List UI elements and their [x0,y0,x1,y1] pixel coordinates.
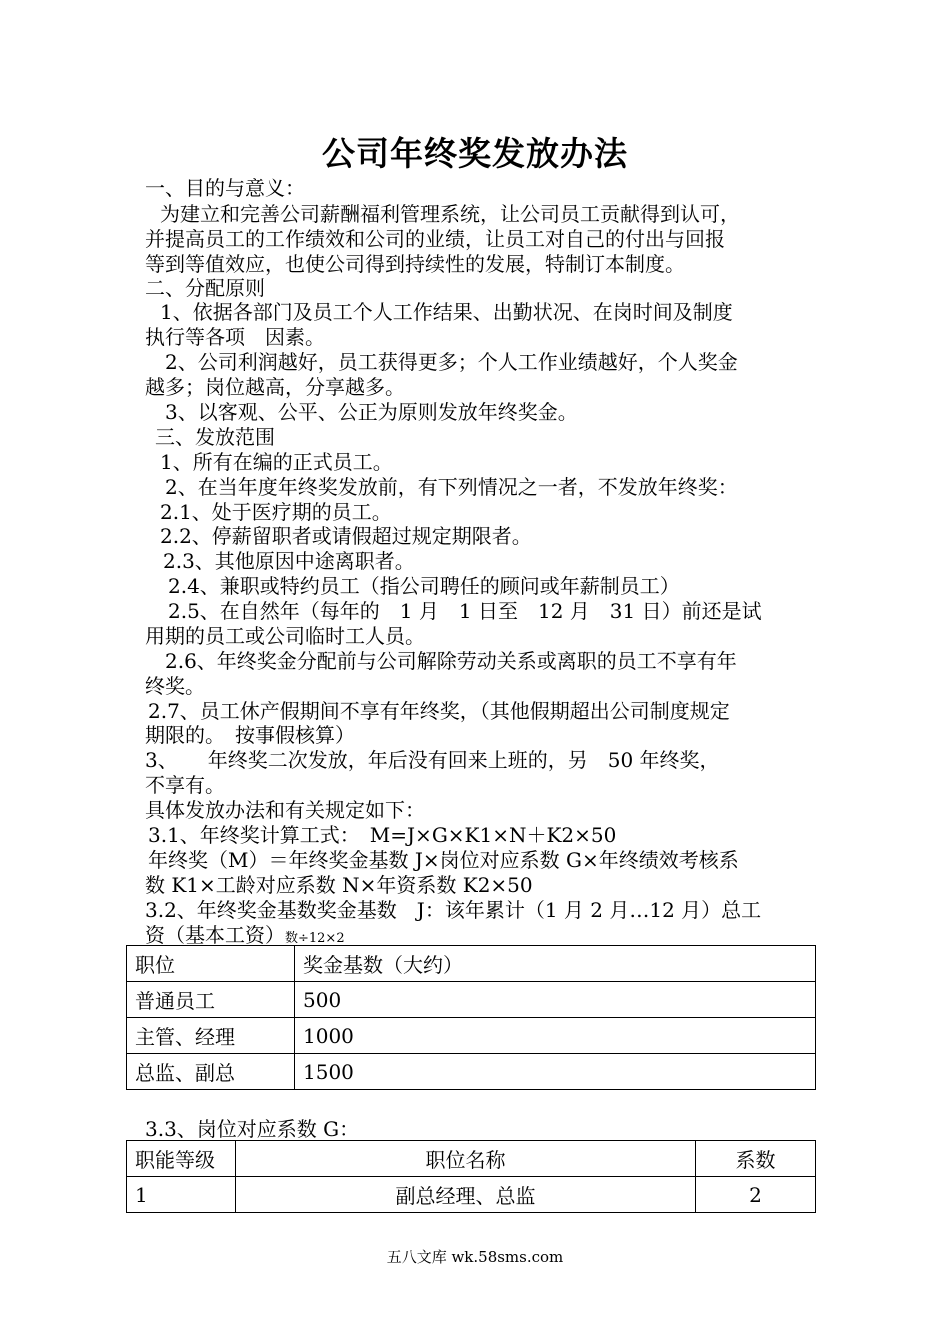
text-line: 为建立和完善公司薪酬福利管理系统，让公司员工贡献得到认可， [160,202,740,226]
text-line: 2.2、停薪留职者或请假超过规定期限者。 [160,524,532,548]
table-row [127,946,816,982]
table-cell: 职位名称 [236,1141,696,1177]
text-span: 资（基本工资） [145,923,285,947]
table-cell: 1500 [295,1054,816,1090]
table-cell: 主管、经理 [127,1018,295,1054]
table-cell: 1 [127,1177,236,1213]
text-line: 2.4、兼职或特约员工（指公司聘任的顾问或年薪制员工） [168,574,680,598]
text-line: 用期的员工或公司临时工人员。 [145,624,425,648]
table-cell: 总监、副总 [127,1054,295,1090]
section-heading: 三、发放范围 [155,425,275,449]
footer-watermark: 五八文库 wk.58sms.com [386,1248,564,1266]
section-heading: 3.3、岗位对应系数 G： [145,1117,360,1141]
small-note: 数÷12×2 [285,931,345,946]
table-cell: 奖金基数（大约） [295,946,816,982]
text-line: 2.6、年终奖金分配前与公司解除劳动关系或离职的员工不享有年 [165,649,737,673]
text-line: 2.1、处于医疗期的员工。 [160,500,392,524]
table-cell: 500 [295,982,816,1018]
formula-line: 3.1、年终奖计算工式： M=J×G×K1×N＋K2×50 [148,823,617,847]
text-line: 并提高员工的工作绩效和公司的业绩，让员工对自己的付出与回报 [145,227,725,251]
text-line: 3.2、年终奖金基数奖金基数 J：该年累计（1 月 2 月…12 月）总工 [145,898,762,922]
bonus-base-table [126,945,816,1090]
table-cell: 职能等级 [127,1141,236,1177]
section-heading: 一、目的与意义： [145,176,305,200]
table-row [127,1018,816,1054]
page-title: 公司年终奖发放办法 [322,134,628,173]
text-line: 2.5、在自然年（每年的 1 月 1 日至 12 月 31 日）前还是试 [168,599,762,623]
text-line: 等到等值效应，也使公司得到持续性的发展，特制订本制度。 [145,252,685,276]
text-line: 3、以客观、公平、公正为原则发放年终奖金。 [165,400,578,424]
table-cell: 职位 [127,946,295,982]
table-row [127,982,816,1018]
table-row [127,1141,816,1177]
table-cell: 副总经理、总监 [236,1177,696,1213]
text-line: 不享有。 [145,773,225,797]
text-line: 越多；岗位越高，分享越多。 [145,375,405,399]
text-line: 2.3、其他原因中途离职者。 [163,549,415,573]
text-line: 2、公司利润越好，员工获得更多；个人工作业绩越好，个人奖金 [165,350,738,374]
text-line: 期限的。 按事假核算） [145,723,355,747]
formula-line: 数 K1×工龄对应系数 N×年资系数 K2×50 [145,873,533,897]
table-cell: 1000 [295,1018,816,1054]
text-line: 3、 年终奖二次发放，年后没有回来上班的，另 50 年终奖， [145,748,720,772]
table-row [127,1177,816,1213]
text-line: 1、依据各部门及员工个人工作结果、出勤状况、在岗时间及制度 [160,300,733,324]
text-line: 2.7、员工休产假期间不享有年终奖，（其他假期超出公司制度规定 [148,699,730,723]
text-line: 终奖。 [145,674,205,698]
table-cell: 普通员工 [127,982,295,1018]
text-line: 1、所有在编的正式员工。 [160,450,393,474]
table-row [127,1054,816,1090]
section-heading: 二、分配原则 [145,276,265,300]
position-coefficient-table [126,1140,816,1213]
text-line: 2、在当年度年终奖发放前，有下列情况之一者，不发放年终奖： [165,475,738,499]
table-cell: 2 [696,1177,816,1213]
text-line: 具体发放办法和有关规定如下： [145,798,425,822]
formula-line: 年终奖（M）＝年终奖金基数 J×岗位对应系数 G×年终绩效考核系 [148,848,739,872]
table-cell: 系数 [696,1141,816,1177]
text-line: 执行等各项 因素。 [145,325,325,349]
